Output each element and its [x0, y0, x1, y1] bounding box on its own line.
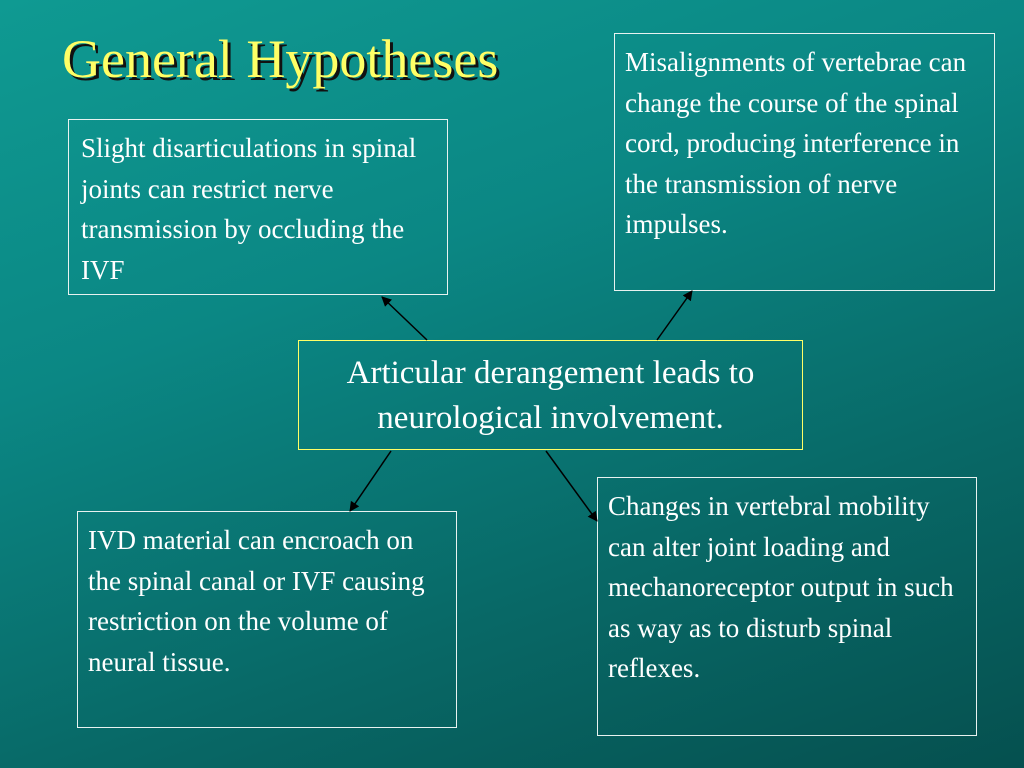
hypothesis-box-bottom-right: Changes in vertebral mobility can alter joint loading and mechanoreceptor output in such as way as to disturb spinal reflexes. — [597, 477, 977, 736]
hypothesis-box-top-right: Misalignments of vertebrae can change the course of the spinal cord, producing interference in the transmission of nerve impulses. — [614, 33, 995, 291]
arrow-to-bottom-left — [350, 451, 391, 511]
hypothesis-box-bottom-left: IVD material can encroach on the spinal canal or IVF causing restriction on the volume of neural tissue. — [77, 511, 457, 728]
slide-title: General Hypotheses — [62, 29, 499, 89]
arrow-to-top-left — [382, 297, 427, 340]
arrow-to-top-right — [657, 291, 692, 340]
arrow-to-bottom-right — [546, 451, 597, 521]
central-concept-box: Articular derangement leads to neurological involvement. — [298, 340, 803, 450]
hypothesis-box-top-left: Slight disarticulations in spinal joints can restrict nerve transmission by occluding the IVF — [68, 119, 448, 295]
